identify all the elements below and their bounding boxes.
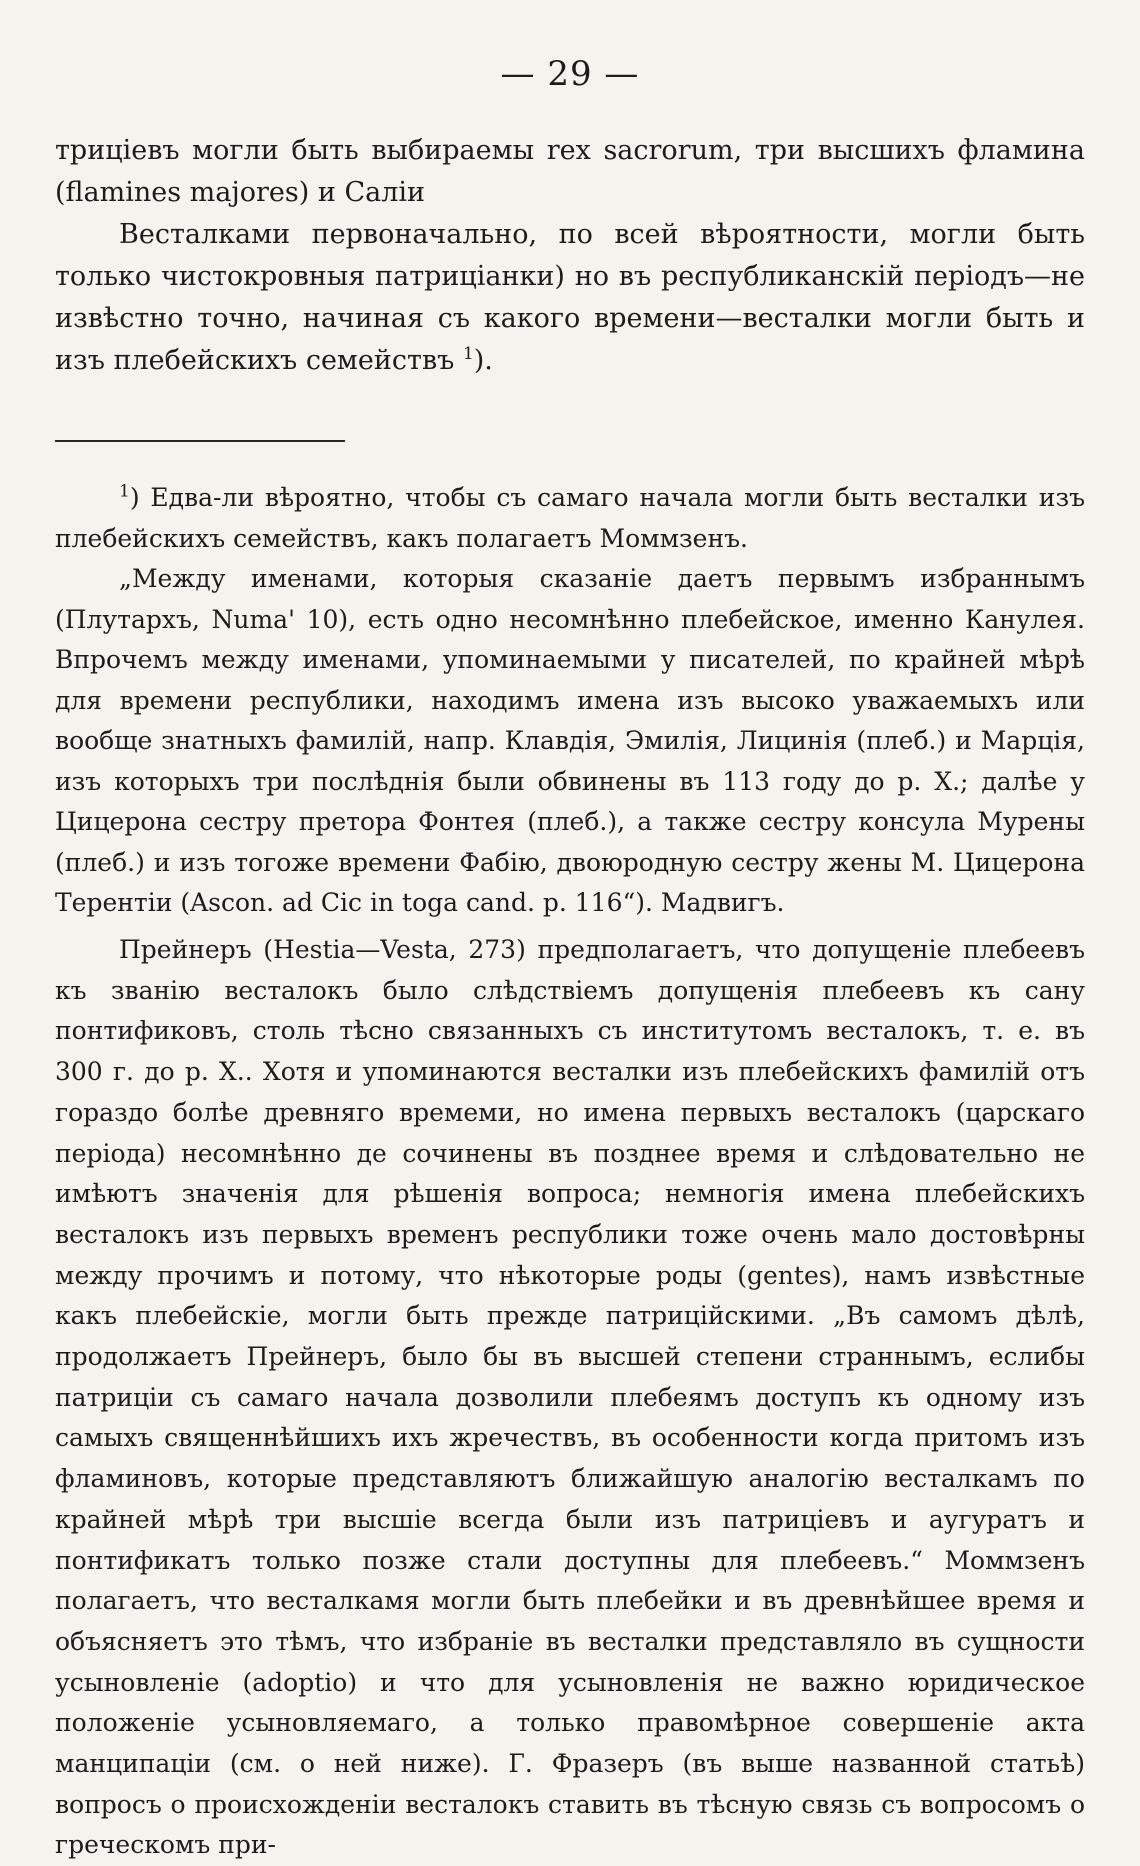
footnote-paragraph: „Между именами, которыя сказаніе даетъ первымъ избраннымъ (Плутархъ, Numa' 10), есть одно несомнѣнно плебейское, именно Канулея. Впрочемъ между именами, упоминаемыми у писателей, по крайней мѣрѣ для времени республики, находимъ имена изъ высоко уважаемыхъ или вообще знатныхъ фамилій, напр. Клавдія, Эмилія, Лицинія (плеб.) и Марція, изъ которыхъ три послѣднія были обвинены въ 113 году до р. Х.; далѣе у Цицерона сестру претора Фонтея (плеб.), а также сестру консула Мурены (плеб.) и изъ тогоже времени Фабію, двоюродную сестру жены М. Цицерона Терентіи (Ascon. ad Cic in toga cand. p. 116“). Мадвигъ. (55, 564, 1085, 917)
footnote (55, 478, 1085, 924)
main-paragraph-text: Весталками первоначально, по всей вѣроятности, могли быть только чистокровныя патриціанки) но въ республиканскій періодъ—не извѣстно точно, начиная съ какого времени—весталки могли быть и изъ плебейскихъ семействъ (55, 219, 1085, 376)
footnote-paragraph (55, 478, 1085, 559)
footnote-reference-close: ). (473, 345, 493, 376)
main-paragraph (55, 214, 1085, 382)
main-paragraph: триціевъ могли быть выбираемы rex sacrorum, три высшихъ фламина (flamines majores) и Саліи (55, 135, 1085, 208)
page-number: — 29 — (500, 54, 640, 94)
body-text (55, 930, 1085, 1866)
body-paragraph: Прейнеръ (Hestia—Vesta, 273) предполагаетъ, что допущеніе плебеевъ къ званію весталокъ было слѣдствіемъ допущенія плебеевъ къ сану понтификовъ, столь тѣсно связанныхъ съ институтомъ весталокъ, т. е. въ 300 г. до р. Х.. Хотя и упоминаются весталки изъ плебейскихъ фамилій отъ гораздо болѣе древняго времеми, но имена первыхъ весталокъ (царскаго періода) несомнѣнно де сочинены въ позднее время и слѣдовательно не имѣютъ значенія для рѣшенія вопроса; немногія имена плебейскихъ весталокъ изъ первыхъ временъ республики тоже очень мало достовѣрны между прочимъ и потому, что нѣкоторые роды (gentes), намъ извѣстные какъ плебейскіе, могли быть прежде патриційскими. „Въ самомъ дѣлѣ, продолжаетъ Прейнеръ, было бы въ высшей степени страннымъ, еслибы патриціи съ самаго начала дозволили плебеямъ доступъ къ одному изъ самыхъ священнѣйшихъ ихъ жречествъ, въ особенности когда притомъ изъ фламиновъ, которые представляютъ ближайшую аналогію весталкамъ по крайней мѣрѣ три высшіе всегда были изъ патриціевъ и аугуратъ и понтификатъ только позже стали доступны для плебеевъ.“ Моммзенъ полагаетъ, что весталкамя могли быть плебейки и въ древнѣйшее время и объясняетъ это тѣмъ, что избраніе въ весталки представляло въ сущности усыновленіе (adoptio) и что для усыновленія не важно юридическое положеніе усыновляемаго, а только правомѣрное совершеніе акта манципаціи (см. о ней ниже). Г. Фразеръ (въ выше названной статьѣ) вопросъ о происхожденіи весталокъ ставить въ тѣсную связь съ вопросомъ о греческомъ при- (55, 935, 1085, 1860)
footnote-reference: 1 (462, 344, 474, 364)
footnote-divider (55, 440, 345, 442)
footnote-paragraph-text: ) Едва-ли вѣроятно, чтобы съ самаго начала могли быть весталки изъ плебейскихъ семействъ, какъ полагаетъ Моммзенъ. (55, 483, 1085, 553)
footnote-marker: 1 (119, 481, 130, 502)
main-text (55, 130, 1085, 382)
